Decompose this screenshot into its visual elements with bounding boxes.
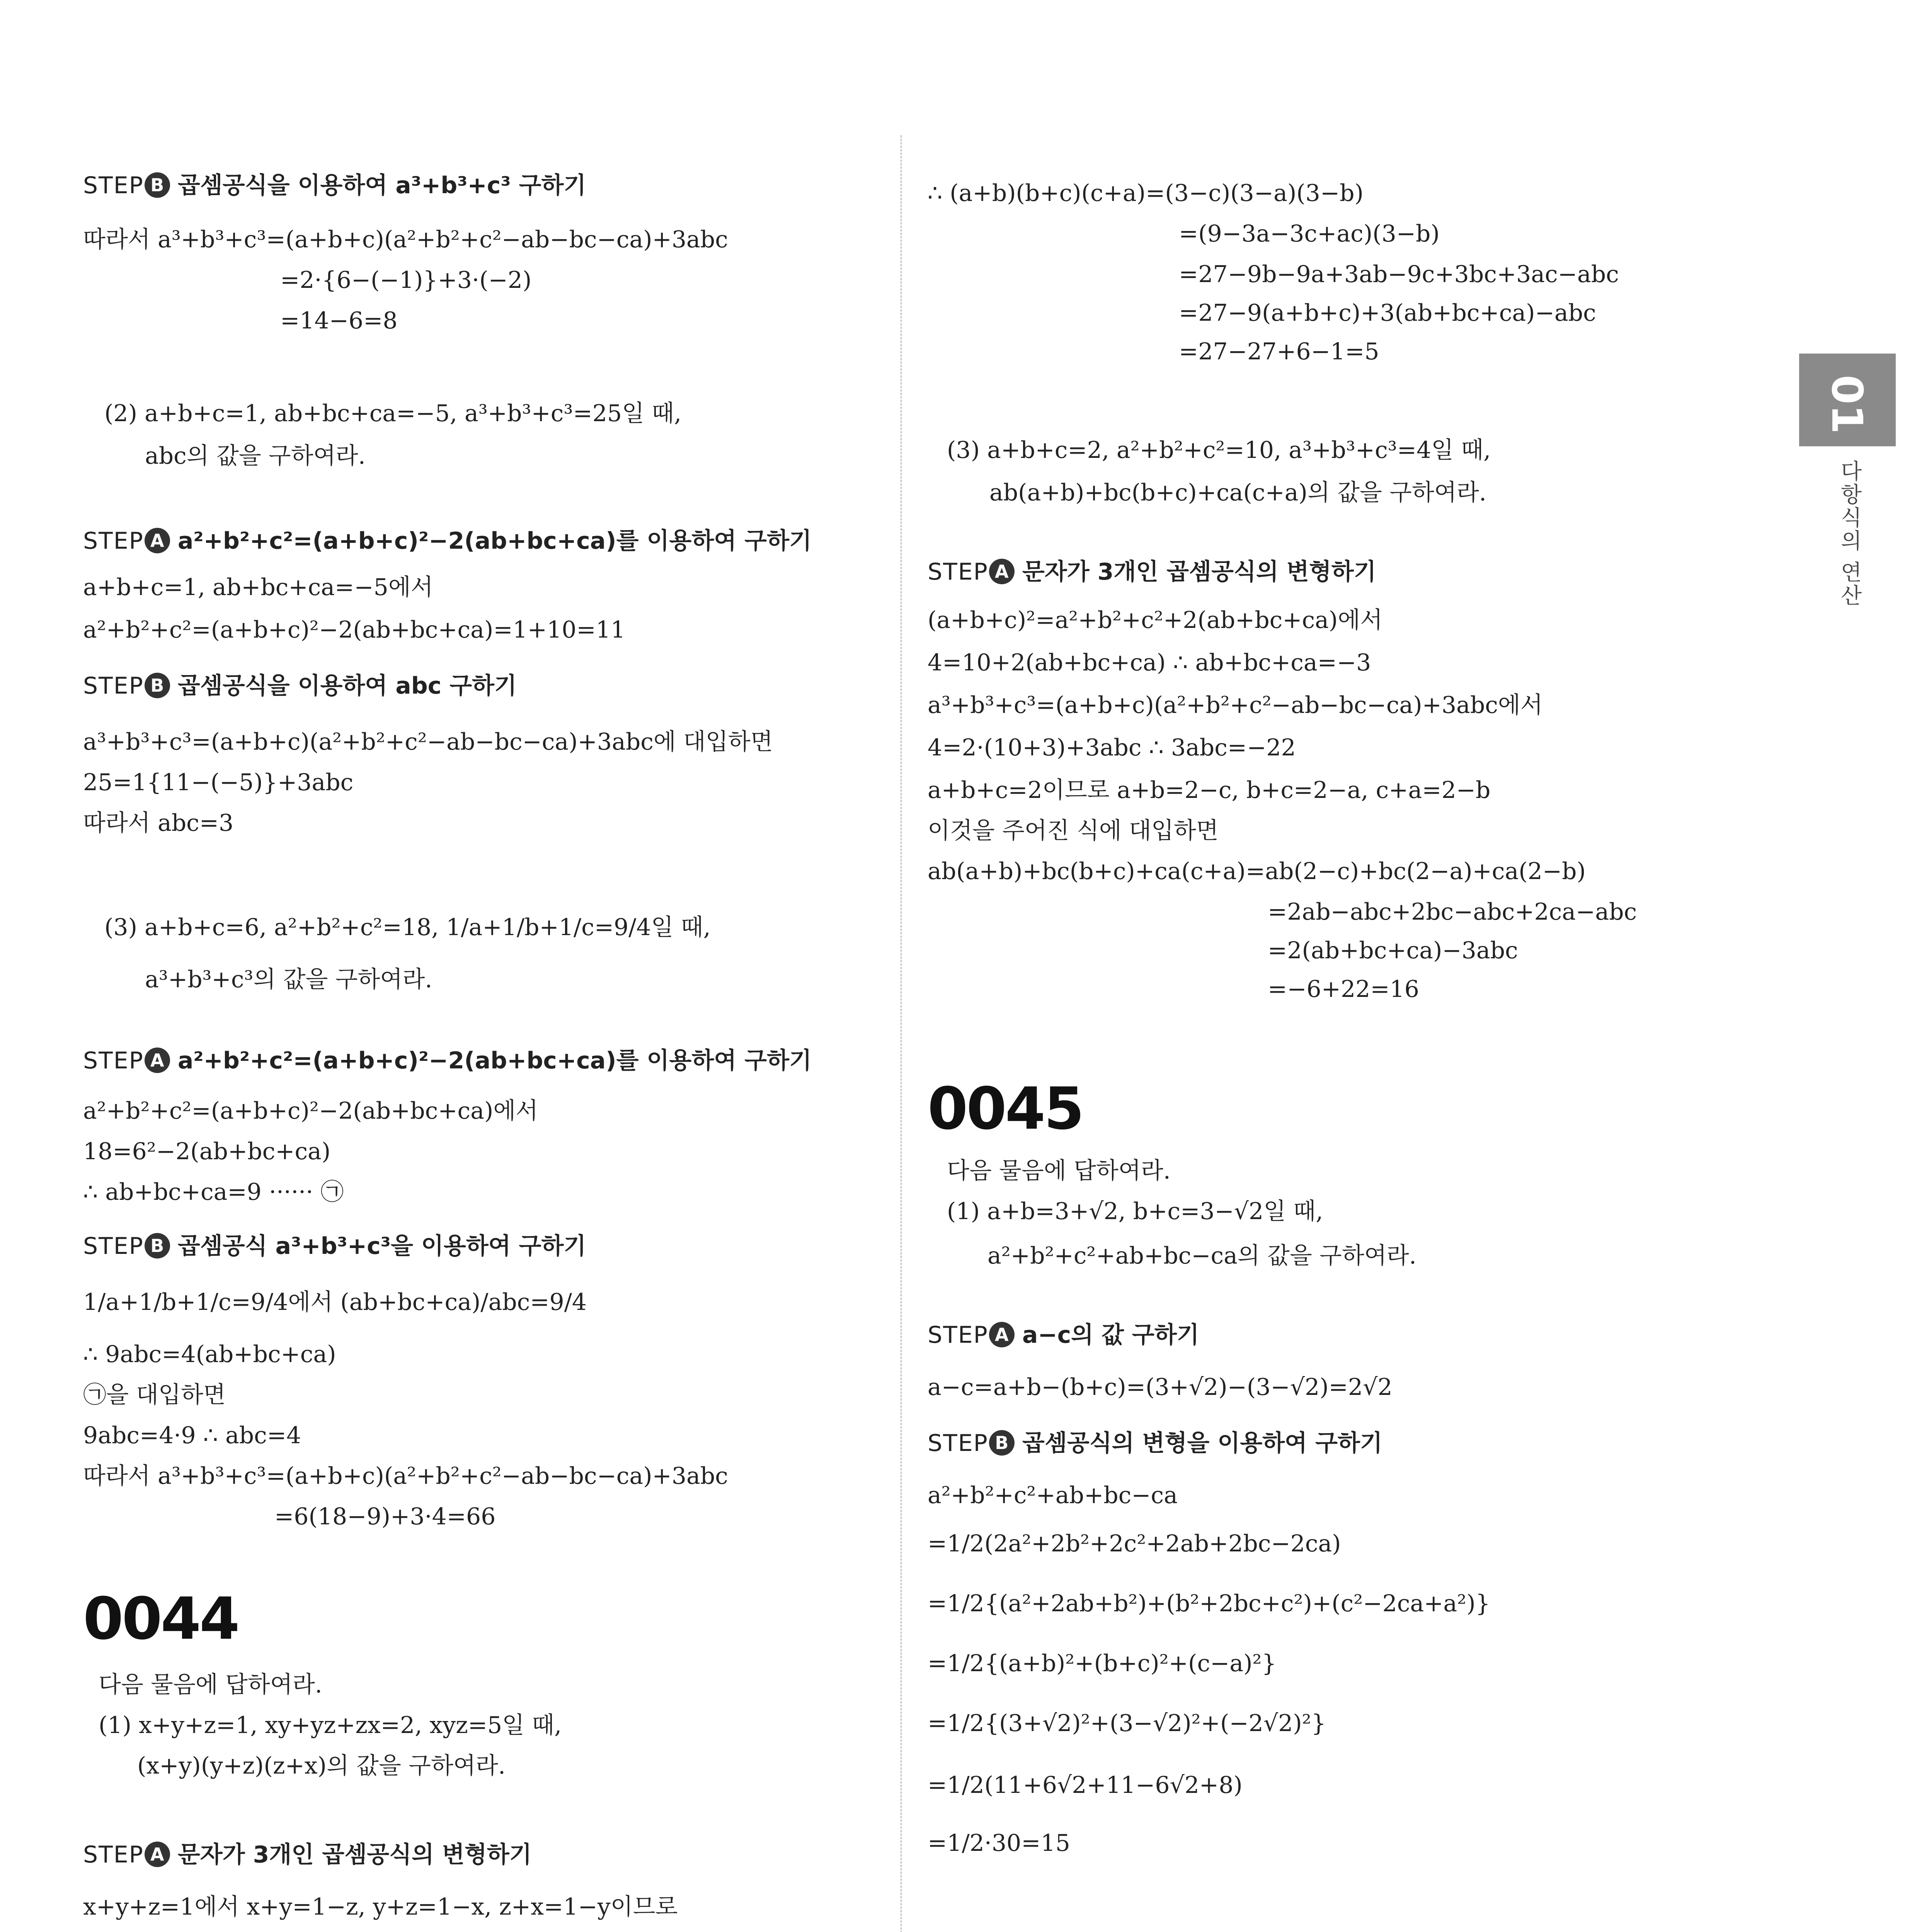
- right-column: [928, 0, 1739, 1932]
- solution-line: a³+b³+c³=(a+b+c)(a²+b²+c²−ab−bc−ca)+3abc에 대입하면: [83, 728, 773, 755]
- solution-line: =2ab−abc+2bc−abc+2ca−abc: [1268, 898, 1637, 925]
- step-header: STEP A a²+b²+c²=(a+b+c)²−2(ab+bc+ca)를 이용하여 구하기: [83, 1047, 812, 1074]
- step-header: STEP A a²+b²+c²=(a+b+c)²−2(ab+bc+ca)를 이용하여 구하기: [83, 527, 812, 554]
- step-header: STEP B 곱셈공식을 이용하여 abc 구하기: [83, 672, 517, 699]
- solution-line: a²+b²+c²+ab+bc−ca: [928, 1482, 1178, 1509]
- step-badge: A: [145, 1842, 170, 1867]
- solution-line: =2·{6−(−1)}+3·(−2): [280, 267, 532, 294]
- step-header: STEP B 곱셈공식의 변형을 이용하여 구하기: [928, 1430, 1382, 1457]
- solution-line: =1/2{(a+b)²+(b+c)²+(c−a)²}: [928, 1650, 1277, 1677]
- solution-line: x+y+z=1에서 x+y=1−z, y+z=1−x, z+x=1−y이므로: [83, 1893, 678, 1920]
- solution-line: =1/2(11+6√2+11−6√2+8): [928, 1772, 1243, 1799]
- chapter-number: 01: [1822, 375, 1872, 434]
- left-column: [83, 0, 887, 1932]
- solution-line: =1/2(2a²+2b²+2c²+2ab+2bc−2ca): [928, 1530, 1341, 1557]
- step-badge: A: [989, 559, 1015, 584]
- solution-line: 9abc=4·9 ∴ abc=4: [83, 1422, 301, 1449]
- problem-statement: abc의 값을 구하여라.: [145, 442, 366, 469]
- solution-line: =27−9(a+b+c)+3(ab+bc+ca)−abc: [1179, 299, 1596, 327]
- solution-line: 25=1{11−(−5)}+3abc: [83, 769, 354, 796]
- problem-statement: (3) a+b+c=2, a²+b²+c²=10, a³+b³+c³=4일 때,: [947, 437, 1491, 464]
- chapter-title: 다항식의 연산: [1837, 460, 1862, 607]
- solution-line: a+b+c=2이므로 a+b=2−c, b+c=2−a, c+a=2−b: [928, 777, 1491, 804]
- solution-line: ∴ 9abc=4(ab+bc+ca): [83, 1341, 336, 1368]
- solution-line: a²+b²+c²=(a+b+c)²−2(ab+bc+ca)=1+10=11: [83, 616, 626, 643]
- chapter-tab: [1799, 354, 1896, 446]
- solution-line: a³+b³+c³=(a+b+c)(a²+b²+c²−ab−bc−ca)+3abc에서: [928, 692, 1543, 719]
- step-badge: A: [145, 1048, 170, 1073]
- solution-line: 4=10+2(ab+bc+ca) ∴ ab+bc+ca=−3: [928, 649, 1371, 676]
- step-badge: B: [989, 1430, 1015, 1456]
- solution-line: a−c=a+b−(b+c)=(3+√2)−(3−√2)=2√2: [928, 1374, 1393, 1401]
- solution-line: (a+b+c)²=a²+b²+c²+2(ab+bc+ca)에서: [928, 607, 1383, 634]
- solution-line: ∴ (a+b)(b+c)(c+a)=(3−c)(3−a)(3−b): [928, 180, 1364, 207]
- solution-line: 1/a+1/b+1/c=9/4에서 (ab+bc+ca)/abc=9/4: [83, 1289, 587, 1316]
- solution-line: =27−27+6−1=5: [1179, 338, 1379, 365]
- solution-line: =−6+22=16: [1268, 976, 1419, 1003]
- solution-line: =14−6=8: [280, 307, 398, 334]
- solution-line: =1/2·30=15: [928, 1830, 1070, 1857]
- solution-line: 18=6²−2(ab+bc+ca): [83, 1138, 331, 1165]
- solution-line: 따라서 a³+b³+c³=(a+b+c)(a²+b²+c²−ab−bc−ca)+3abc: [83, 1463, 728, 1490]
- step-header: STEP A a−c의 값 구하기: [928, 1321, 1199, 1349]
- problem-instruction: 다음 물음에 답하여라.: [947, 1157, 1171, 1184]
- solution-line: 4=2·(10+3)+3abc ∴ 3abc=−22: [928, 734, 1296, 761]
- solution-line: 따라서 a³+b³+c³=(a+b+c)(a²+b²+c²−ab−bc−ca)+3abc: [83, 226, 728, 253]
- problem-instruction: 다음 물음에 답하여라.: [99, 1671, 322, 1698]
- step-badge: A: [989, 1322, 1015, 1347]
- problem-statement: (x+y)(y+z)(z+x)의 값을 구하여라.: [137, 1752, 506, 1779]
- problem-statement: (1) a+b=3+√2, b+c=3−√2일 때,: [947, 1198, 1323, 1225]
- step-header: STEP B 곱셈공식 a³+b³+c³을 이용하여 구하기: [83, 1233, 586, 1260]
- column-divider: [901, 135, 902, 1932]
- solution-line: =1/2{(3+√2)²+(3−√2)²+(−2√2)²}: [928, 1710, 1326, 1737]
- problem-statement: a³+b³+c³의 값을 구하여라.: [145, 966, 432, 993]
- problem-statement: (1) x+y+z=1, xy+yz+zx=2, xyz=5일 때,: [99, 1712, 562, 1739]
- problem-number: 0044: [83, 1585, 238, 1653]
- solution-line: 이것을 주어진 식에 대입하면: [928, 817, 1219, 844]
- solution-line: =27−9b−9a+3ab−9c+3bc+3ac−abc: [1179, 261, 1619, 288]
- step-header: STEP A 문자가 3개인 곱셈공식의 변형하기: [928, 558, 1376, 585]
- step-badge: B: [145, 1233, 170, 1259]
- solution-line: =1/2{(a²+2ab+b²)+(b²+2bc+c²)+(c²−2ca+a²)}: [928, 1590, 1490, 1617]
- solution-line: a+b+c=1, ab+bc+ca=−5에서: [83, 574, 433, 601]
- problem-statement: ab(a+b)+bc(b+c)+ca(c+a)의 값을 구하여라.: [989, 479, 1486, 506]
- solution-line: ㉠을 대입하면: [83, 1381, 226, 1408]
- solution-line: 따라서 abc=3: [83, 810, 234, 837]
- problem-statement: (2) a+b+c=1, ab+bc+ca=−5, a³+b³+c³=25일 때,: [104, 400, 682, 427]
- problem-number: 0045: [928, 1075, 1083, 1143]
- problem-statement: a²+b²+c²+ab+bc−ca의 값을 구하여라.: [987, 1242, 1416, 1269]
- step-header: STEP A 문자가 3개인 곱셈공식의 변형하기: [83, 1841, 532, 1868]
- step-badge: B: [145, 172, 170, 198]
- solution-line: =2(ab+bc+ca)−3abc: [1268, 937, 1518, 964]
- step-badge: B: [145, 673, 170, 698]
- solution-line: ab(a+b)+bc(b+c)+ca(c+a)=ab(2−c)+bc(2−a)+ca(2−b): [928, 858, 1586, 885]
- solution-line: =6(18−9)+3·4=66: [274, 1503, 496, 1530]
- step-header: STEP B 곱셈공식을 이용하여 a³+b³+c³ 구하기: [83, 172, 586, 199]
- step-badge: A: [145, 528, 170, 553]
- solution-line: =(9−3a−3c+ac)(3−b): [1179, 220, 1440, 247]
- solution-line: ∴ ab+bc+ca=9 ······ ㉠: [83, 1179, 344, 1206]
- solution-line: a²+b²+c²=(a+b+c)²−2(ab+bc+ca)에서: [83, 1097, 538, 1124]
- problem-statement: (3) a+b+c=6, a²+b²+c²=18, 1/a+1/b+1/c=9/4일 때,: [104, 914, 711, 941]
